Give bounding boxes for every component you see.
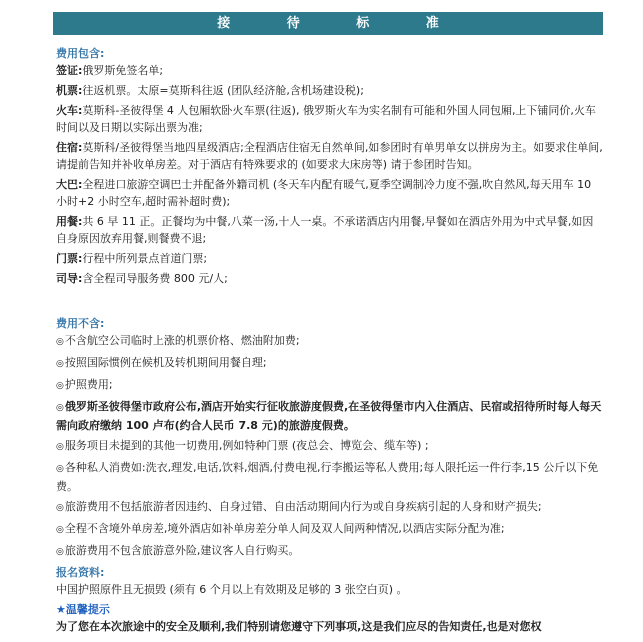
item-label: 签证 [56,64,78,77]
excluded-item: ◎ 各种私人消费如:洗衣,理发,电话,饮料,烟酒,付费电视,行李搬运等私人费用;每人限托运一件行李,15 公斤以下免费。 [56,459,604,495]
item-text: 行程中所列景点首道门票; [82,252,208,265]
excluded-item: ◎ 旅游费用不包括旅游者因违约、自身过错、自由活动期间内行为或自身疾病引起的人身和财产损失; [56,498,604,517]
item-text: 莫斯科-圣彼得堡 4 人包厢软卧火车票(往返), 俄罗斯火车为实名制有可能和外国人同包厢,上下铺同价,火车时间以及日期以实际出票为准; [56,104,596,134]
excluded-item: ◎ 全程不含境外单房差,境外酒店如补单房差分单人间及双人间两种情况,以酒店实际分配为准; [56,520,604,539]
excluded-item: ◎ 不含航空公司临时上涨的机票价格、燃油附加费; [56,332,604,351]
item-text: 莫斯科/圣彼得堡当地四星级酒店;全程酒店住宿无自然单间,如参团时有单男单女以拼房为主。如要求住单间,请提前告知并补收单房差。对于酒店有特殊要求的 (如要求大床房等) 请于参团时告知。 [56,141,603,171]
docs-title: 报名资料: [56,566,105,579]
header-title: 接 待 标 准 [217,16,465,31]
item-label: 机票 [56,84,78,97]
tips-title: ★温馨提示 [56,603,110,616]
tips-text: 为了您在本次旅途中的安全及顺利,我们特别请您遵守下列事项,这是我们应尽的告知责任,也是对您权 [56,620,542,633]
excluded-item: ◎ 服务项目未提到的其他一切费用,例如特种门票 (夜总会、博览会、缆车等) ; [56,437,604,456]
content [56,45,604,638]
item-label: 火车 [56,104,78,117]
item-text: 共 6 早 11 正。正餐均为中餐,八菜一汤,十人一桌。不承诺酒店内用餐,早餐如在酒店外用为中式早餐,如因自身原因放弃用餐,则餐费不退; [56,215,594,245]
included-item-flight: 机票:往返机票。太原=莫斯科往返 (团队经济舱,含机场建设税); [56,84,364,97]
item-text: 含全程司导服务费 800 元/人; [82,272,228,285]
item-label: 门票 [56,252,78,265]
excluded-title: 费用不含: [56,317,105,330]
included-item-bus: 大巴:全程进口旅游空调巴士并配备外籍司机 (冬天车内配有暖气,夏季空调制冷力度不强,吹自然风,每天用车 10 小时+2 小时空车,超时需补超时费); [56,178,592,208]
included-item-train: 火车:莫斯科-圣彼得堡 4 人包厢软卧火车票(往返), 俄罗斯火车为实名制有可能和外国人同包厢,上下铺同价,火车时间以及日期以实际出票为准; [56,104,596,134]
item-label: 用餐 [56,215,78,228]
excluded-item-tourist-tax: ◎ 俄罗斯圣彼得堡市政府公布,酒店开始实行征收旅游度假费,在圣彼得堡市内入住酒店、民宿或招待所时每人每天需向政府缴纳 100 卢布(约合人民币 7.8 元)的旅游度假费。 [56,398,604,434]
excluded-item: ◎ 护照费用; [56,376,604,395]
item-text: 往返机票。太原=莫斯科往返 (团队经济舱,含机场建设税); [82,84,364,97]
item-label: 大巴 [56,178,78,191]
included-item-meals: 用餐:共 6 早 11 正。正餐均为中餐,八菜一汤,十人一桌。不承诺酒店内用餐,早餐如在酒店外用为中式早餐,如因自身原因放弃用餐,则餐费不退; [56,215,594,245]
item-label: 司导 [56,272,78,285]
docs-text: 中国护照原件且无损毁 (须有 6 个月以上有效期及足够的 3 张空白页) 。 [56,583,408,596]
included-item-guide: 司导:含全程司导服务费 800 元/人; [56,272,228,285]
included-item-visa: 签证:俄罗斯免签名单; [56,64,164,77]
item-text: 全程进口旅游空调巴士并配备外籍司机 (冬天车内配有暖气,夏季空调制冷力度不强,吹自然风,每天用车 10 小时+2 小时空车,超时需补超时费); [56,178,592,208]
included-item-hotel: 住宿:莫斯科/圣彼得堡当地四星级酒店;全程酒店住宿无自然单间,如参团时有单男单女以拼房为主。如要求住单间,请提前告知并补收单房差。对于酒店有特殊要求的 (如要求大床房等) 请于参团时告知。 [56,141,603,171]
included-title: 费用包含: [56,47,105,60]
excluded-item: ◎ 旅游费用不包含旅游意外险,建议客人自行购买。 [56,542,604,561]
included-item-tickets: 门票:行程中所列景点首道门票; [56,252,208,265]
item-text: 俄罗斯免签名单; [82,64,164,77]
excluded-item: ◎ 按照国际惯例在候机及转机期间用餐自理; [56,354,604,373]
item-label: 住宿 [56,141,78,154]
page-header [53,12,603,35]
